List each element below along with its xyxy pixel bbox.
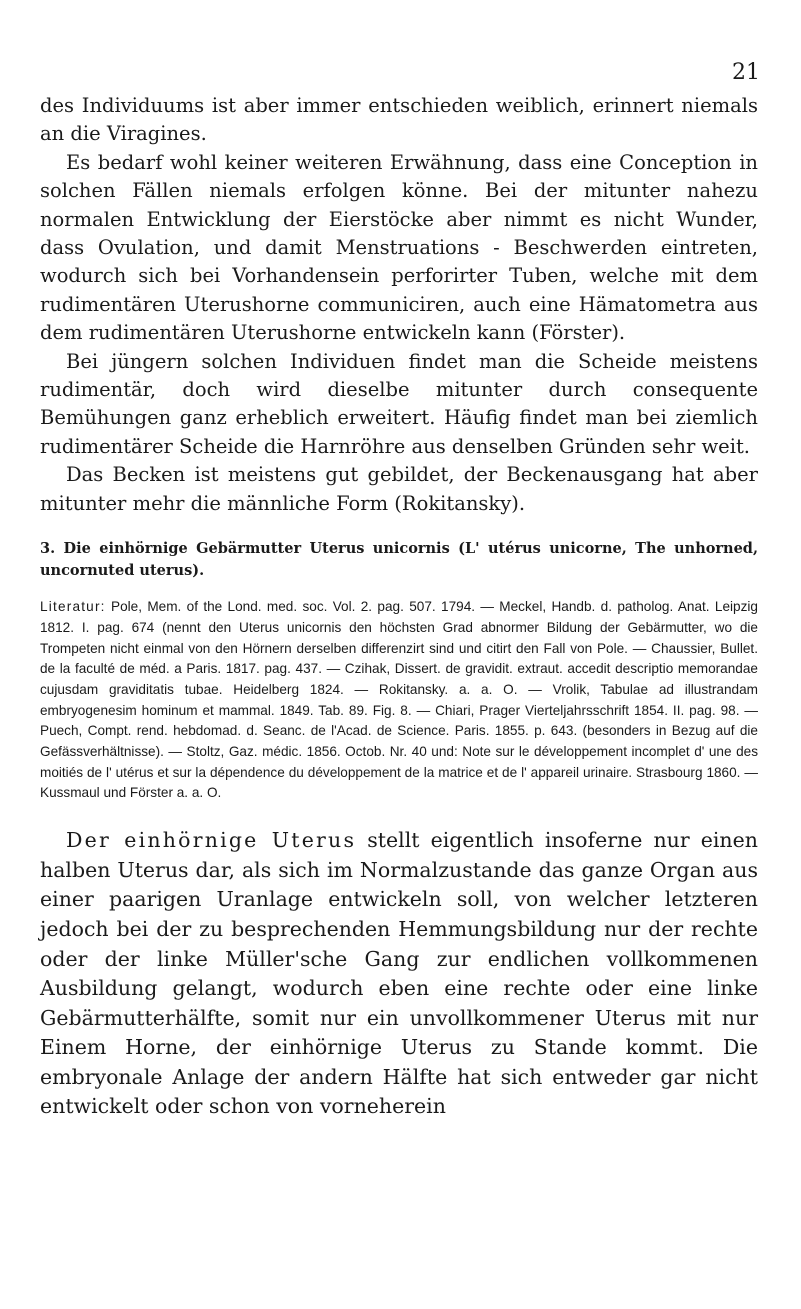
paragraph: Das Becken ist meistens gut gebildet, der Beckenausgang hat aber mitunter mehr die männliche Form (Rokitansky). bbox=[40, 463, 758, 515]
literature-label: Literatur: bbox=[40, 599, 106, 615]
paragraph: Bei jüngern solchen Individuen findet man die Scheide meistens rudimentär, doch wird dieselbe mitunter durch consequente Bemühungen ganz erheblich erweitert. Häufig findet man bei ziemlich rudimentärer Scheide die Harnröhre aus denselben Gründen sehr weit. bbox=[40, 349, 758, 458]
page-content bbox=[40, 92, 758, 1122]
page-number: 21 bbox=[732, 60, 760, 85]
main-text: stellt eigentlich insoferne nur einen halben Uterus dar, als sich im Normalzustande das ganze Organ aus einer paarigen Uranlage entwickeln soll, von welcher letzteren jedoch bei der zu besprechenden Hemmungsbildung nur der rechte oder der linke Müller'sche Gang zur endlichen vollkommenen Ausbildung gelangt, wodurch eben eine rechte oder eine linke Gebärmutterhälfte, somit nur ein unvollkommener Uterus mit nur Einem Horne, der einhörnige Uterus zu Stande kommt. Die embryonale Anlage der andern Hälfte hat sich entweder gar nicht entwickelt oder schon von vorneherein bbox=[40, 828, 758, 1119]
paragraph: Es bedarf wohl keiner weiteren Erwähnung, dass eine Conception in solchen Fällen niemals erfolgen könne. Bei der mitunter nahezu normalen Entwicklung der Eierstöcke aber nimmt es nicht Wunder, dass Ovulation, und damit Menstruations - Beschwerden eintreten, wodurch sich bei Vorhandensein perforirter Tuben, welche mit dem rudimentären Uterushorne communiciren, auch eine Hämatometra aus dem rudimentären Uterushorne entwickeln kann (Förster). bbox=[40, 150, 758, 345]
main-lead-term: Der einhörnige Uterus bbox=[66, 828, 357, 853]
intro-text bbox=[40, 92, 758, 518]
paragraph: des Individuums ist aber immer entschieden weiblich, erinnert niemals an die Viragines. bbox=[40, 94, 758, 146]
literature-text: Pole, Mem. of the Lond. med. soc. Vol. 2. pag. 507. 1794. — Meckel, Handb. d. patholog. Anat. Leipzig 1812. I. pag. 674 (nennt den Uterus unicornis den höchsten Grad abnormer Bildung der Gebärmutter, wo die Trompeten nicht einmal von den Hörnern derselben differenzirt sind und citirt den Fall von Pole. — Chaussier, Bullet. de la faculté de méd. a Paris. 1817. pag. 437. — Czihak, Dissert. de gravidit. extraut. accedit descriptio memorandae cujusdam graviditatis tubae. Heidelberg 1824. — Rokitansky. a. a. O. — Vrolik, Tabulae ad illustrandam embryogenesim hominum et mammal. 1849. Tab. 89. Fig. 8. — Chiari, Prager Vierteljahrsschrift 1854. II. pag. 98. — Puech, Compt. rend. hebdomad. d. Seanc. de l'Acad. de Science. Paris. 1855. p. 643. (besonders in Bezug auf die Gefässverhältnisse). — Stoltz, Gaz. médic. 1856. Octob. Nr. 40 und: Note sur le développement incomplet d' une des moitiés de l' utérus et sur la dépendence du développement de la matrice et de l' appareil urinaire. Strasbourg 1860. — Kussmaul und Förster a. a. O. bbox=[40, 599, 758, 801]
section-heading: 3. Die einhörnige Gebärmutter Uterus unicornis (L' utérus unicorne, The unhorned, uncornuted uterus). bbox=[40, 540, 758, 580]
main-paragraph bbox=[40, 826, 758, 1122]
literature-references bbox=[40, 597, 758, 804]
